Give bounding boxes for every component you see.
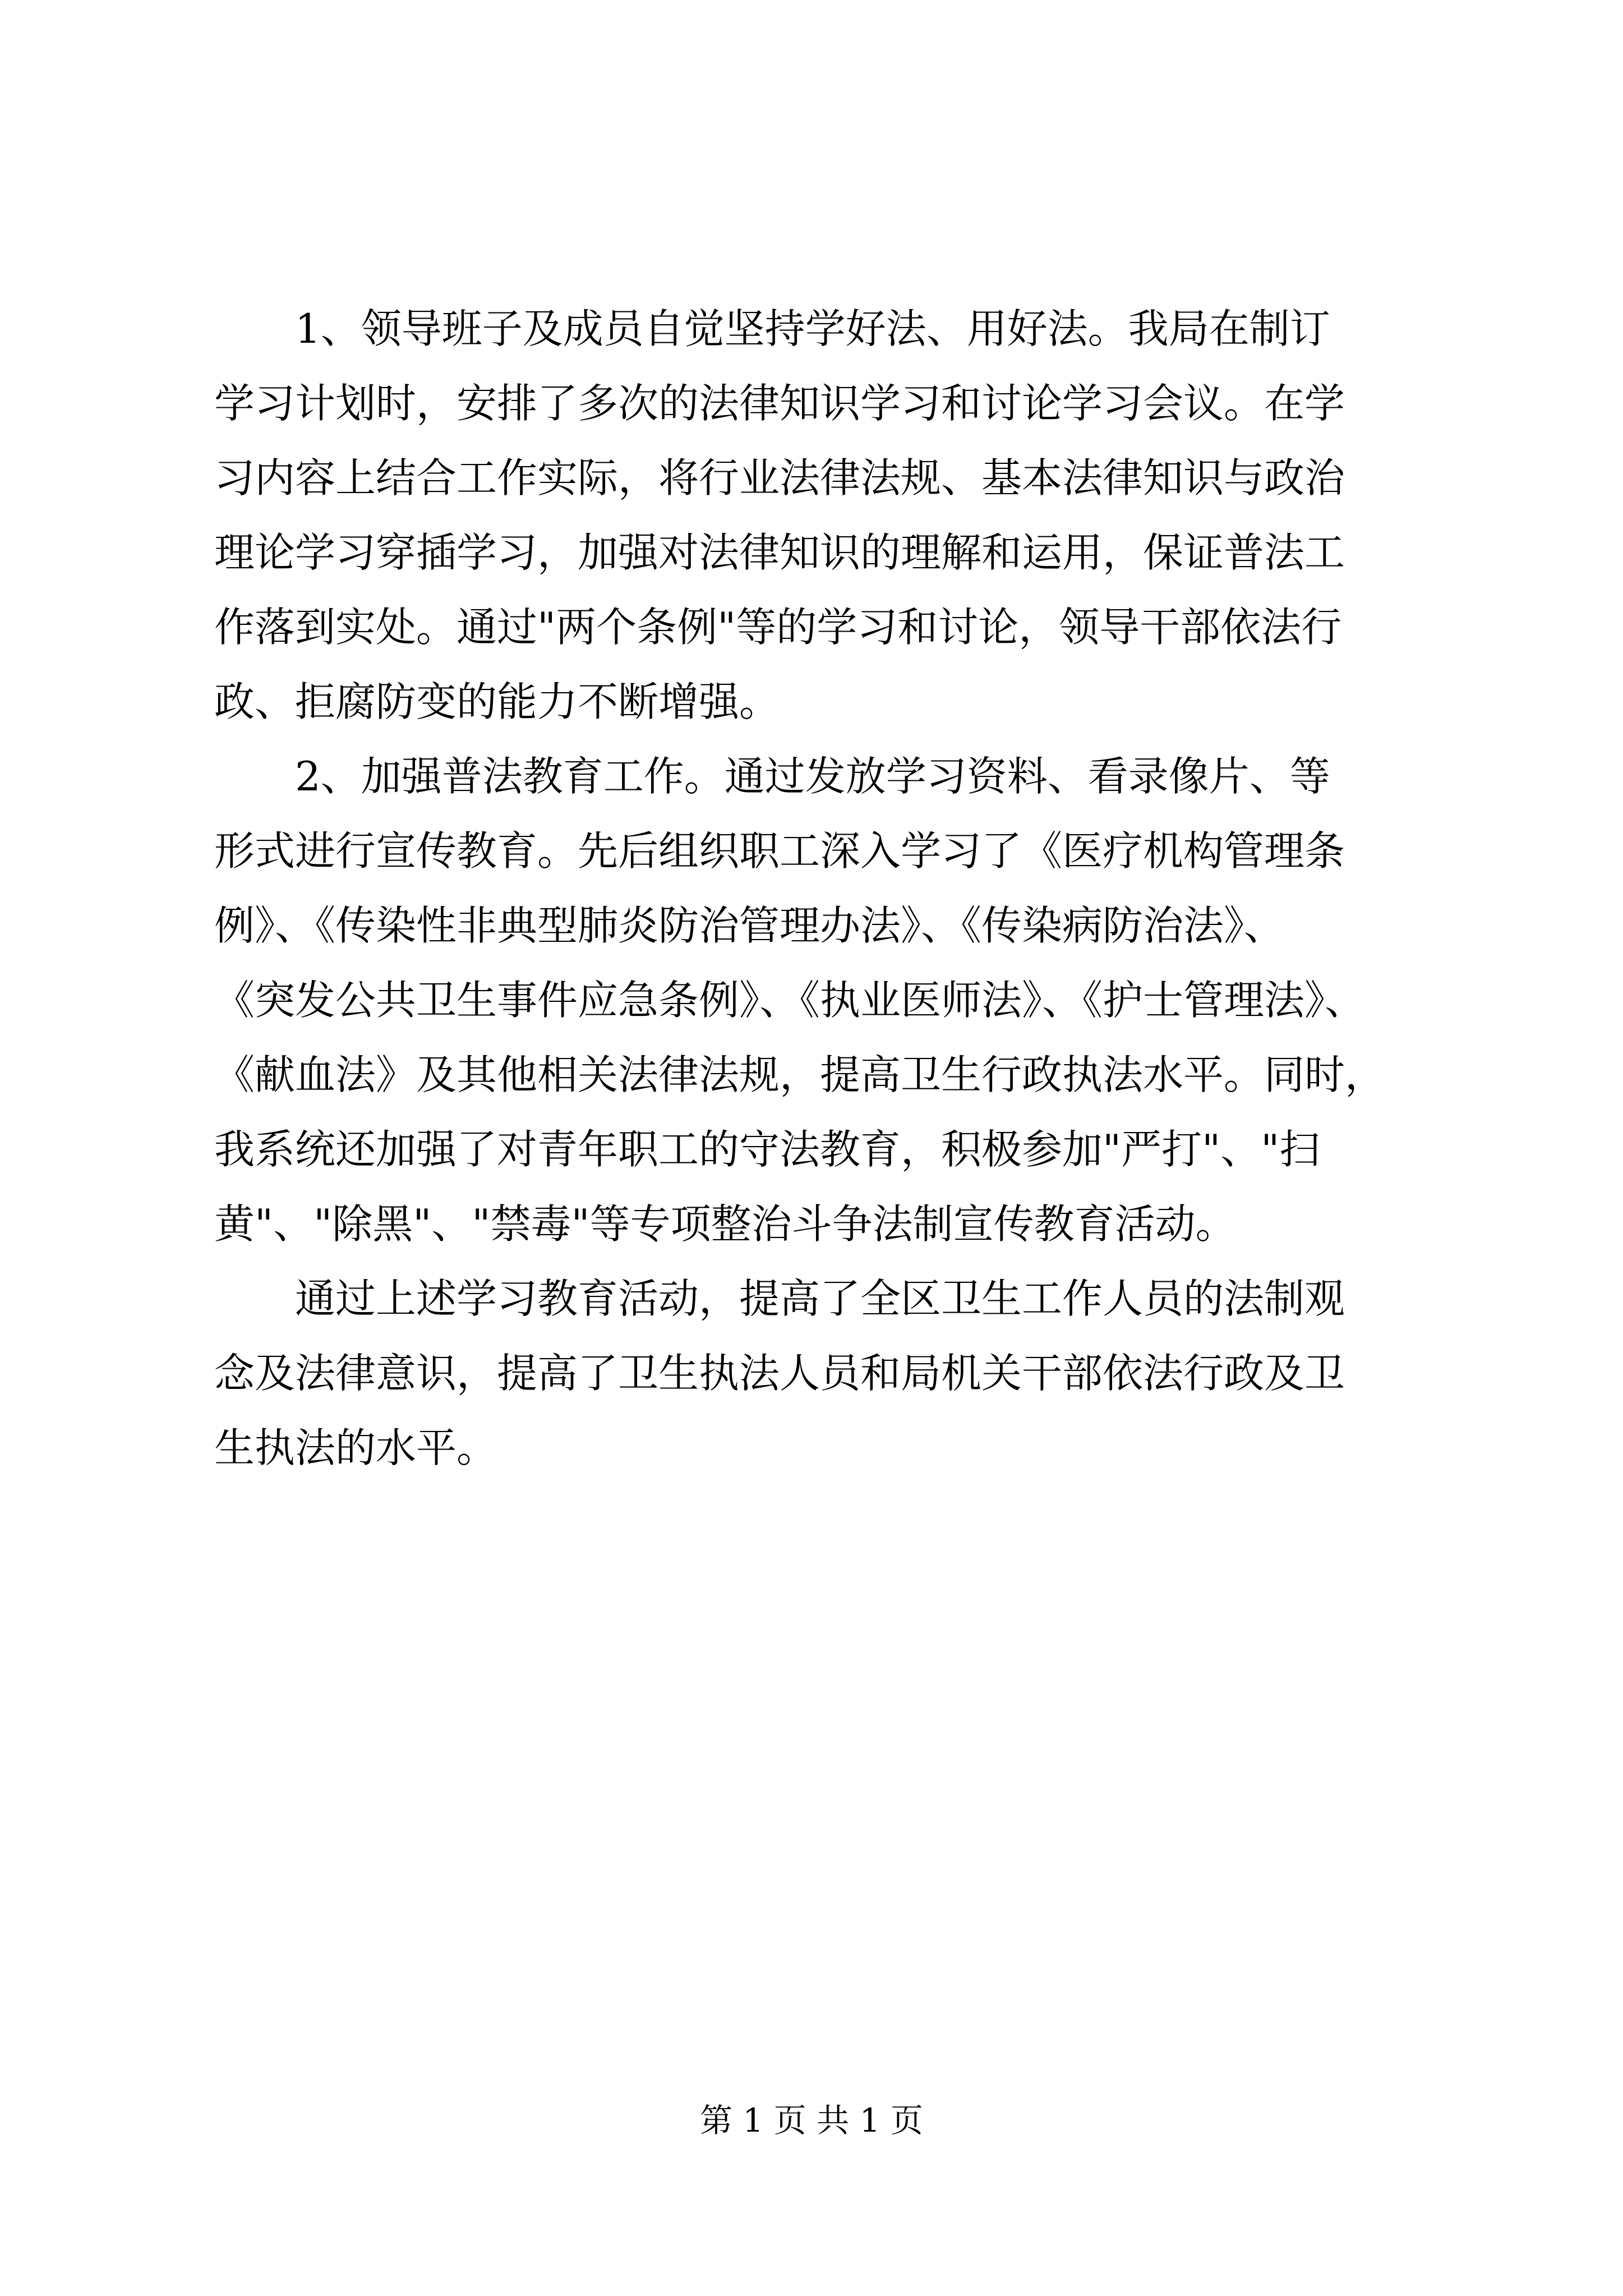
text-line: 理论学习穿插学习，加强对法律知识的理解和运用，保证普法工 bbox=[214, 529, 1345, 576]
text-line: 政、拒腐防变的能力不断增强。 bbox=[214, 678, 780, 725]
page-footer bbox=[0, 2098, 1623, 2143]
text-line: 学习计划时，安排了多次的法律知识学习和讨论学习会议。在学 bbox=[214, 380, 1345, 427]
text-line: 黄"、"除黑"、"禁毒"等专项整治斗争法制宣传教育活动。 bbox=[214, 1200, 1236, 1248]
text-line: 我系统还加强了对青年职工的守法教育，积极参加"严打"、"扫 bbox=[214, 1126, 1320, 1173]
text-line: 形式进行宣传教育。先后组织职工深入学习了《医疗机构管理条 bbox=[214, 827, 1345, 875]
paragraph-2 bbox=[214, 739, 1426, 1262]
text-line: 1、领导班子及成员自觉坚持学好法、用好法。我局在制订 bbox=[214, 305, 1330, 352]
document-body bbox=[214, 292, 1426, 1485]
paragraph-3 bbox=[214, 1262, 1426, 1485]
text-line: 《突发公共卫生事件应急条例》、《执业医师法》、《护士管理法》、 bbox=[214, 977, 1366, 1024]
text-line: 例》、《传染性非典型肺炎防治管理办法》、《传染病防治法》、 bbox=[214, 902, 1285, 949]
text-line: 念及法律意识，提高了卫生执法人员和局机关干部依法行政及卫 bbox=[214, 1350, 1345, 1397]
text-line: 生执法的水平。 bbox=[214, 1424, 497, 1471]
text-line: 习内容上结合工作实际，将行业法律法规、基本法律知识与政治 bbox=[214, 454, 1345, 501]
text-line: 作落到实处。通过"两个条例"等的学习和讨论，领导干部依法行 bbox=[214, 604, 1342, 651]
text-line: 通过上述学习教育活动，提高了全区卫生工作人员的法制观 bbox=[214, 1275, 1345, 1322]
paragraph-1 bbox=[214, 292, 1426, 739]
text-line: 2、加强普法教育工作。通过发放学习资料、看录像片、等 bbox=[214, 753, 1330, 800]
page-number: 第 1 页 共 1 页 bbox=[700, 2101, 923, 2139]
text-line: 《献血法》及其他相关法律法规，提高卫生行政执法水平。同时， bbox=[214, 1051, 1386, 1098]
